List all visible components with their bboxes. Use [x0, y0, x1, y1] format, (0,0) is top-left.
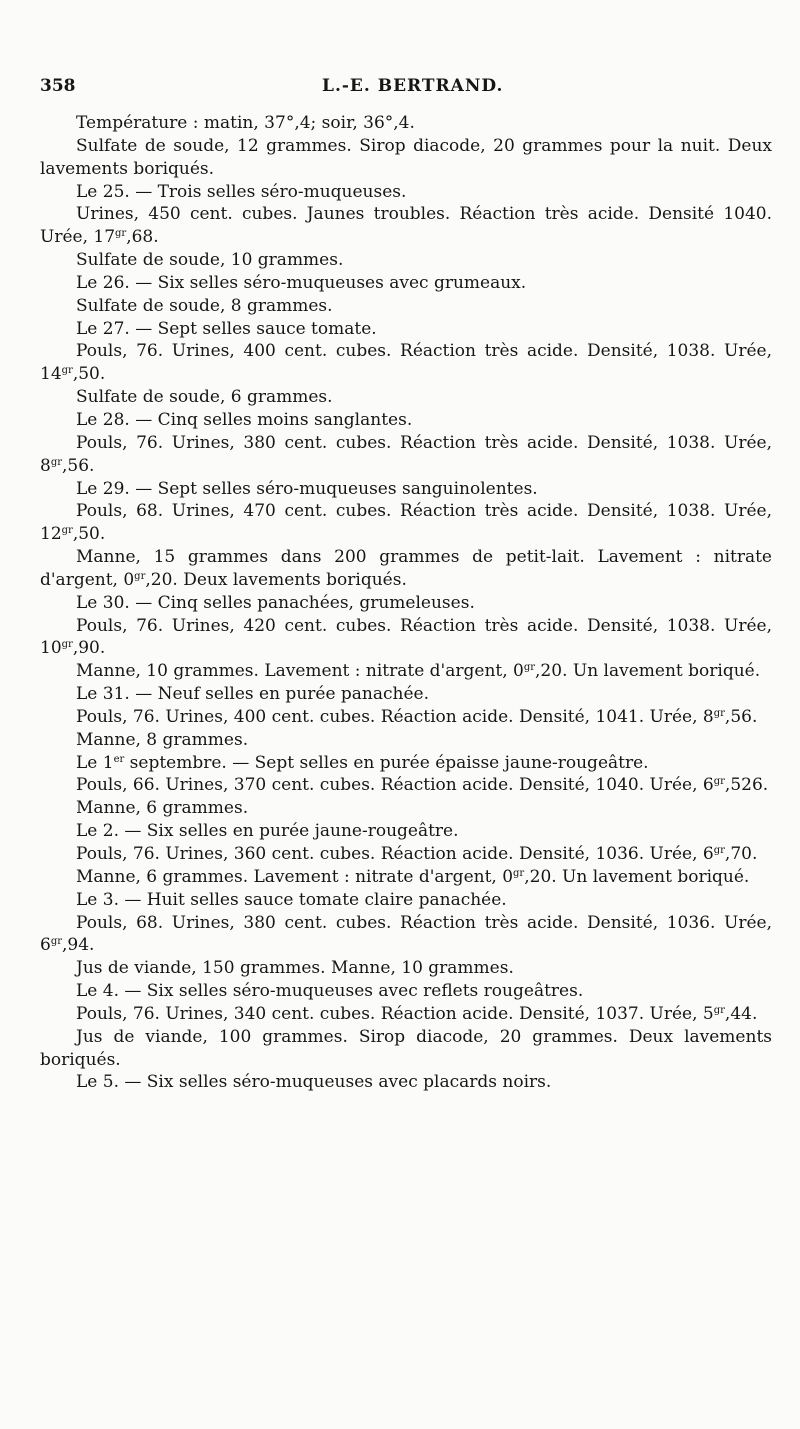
paragraph-text: Pouls, 76. Urines, 400 cent. cubes. Réaction acide. Densité, 1041. Urée, 8	[76, 706, 714, 727]
paragraph-text: Pouls, 68. Urines, 380 cent. cubes. Réaction très acide. Densité, 1036. Urée, 6	[40, 912, 772, 956]
paragraph	[40, 729, 772, 752]
paragraph-text: Le 1	[76, 752, 114, 773]
paragraph	[40, 409, 772, 432]
superscript-unit: er	[113, 753, 125, 765]
paragraph	[40, 592, 772, 615]
superscript-unit: gr	[61, 639, 73, 651]
superscript-unit: gr	[713, 707, 725, 719]
paragraph	[40, 866, 772, 889]
page-number: 358	[40, 76, 76, 96]
paragraph	[40, 432, 772, 478]
paragraph-text-continued: ,90.	[72, 638, 106, 659]
page-header	[40, 76, 776, 102]
paragraph	[40, 683, 772, 706]
paragraph-text: Le 3. — Huit selles sauce tomate claire panachée.	[76, 889, 507, 910]
paragraph-text: Pouls, 76. Urines, 340 cent. cubes. Réaction acide. Densité, 1037. Urée, 5	[76, 1003, 714, 1024]
paragraph-text-continued: ,20. Deux lavements boriqués.	[145, 569, 407, 590]
paragraph-text: Pouls, 66. Urines, 370 cent. cubes. Réaction acide. Densité, 1040. Urée, 6	[76, 775, 714, 796]
paragraph	[40, 386, 772, 409]
superscript-unit: gr	[523, 662, 536, 674]
paragraph	[40, 1071, 772, 1094]
paragraph	[40, 500, 772, 546]
paragraph	[40, 546, 772, 592]
paragraph	[40, 615, 772, 661]
superscript-unit: gr	[115, 228, 127, 240]
paragraph-text-continued: ,526.	[724, 775, 769, 796]
paragraph	[40, 774, 772, 797]
paragraph	[40, 752, 772, 775]
superscript-unit: gr	[50, 936, 63, 948]
paragraph-text-continued: ,68.	[126, 227, 159, 248]
paragraph-text: Pouls, 76. Urines, 380 cent. cubes. Réaction très acide. Densité, 1038. Urée, 8	[40, 432, 772, 476]
paragraph-text: Pouls, 76. Urines, 420 cent. cubes. Réaction très acide. Densité, 1038. Urée, 10	[40, 615, 772, 659]
paragraph-text: Le 27. — Sept selles sauce tomate.	[76, 318, 377, 339]
paragraph-text-continued: ,56.	[724, 706, 758, 727]
superscript-unit: gr	[713, 776, 725, 788]
paragraph	[40, 135, 772, 181]
superscript-unit: gr	[134, 570, 146, 582]
paragraph-text: Sulfate de soude, 10 grammes.	[76, 250, 344, 271]
paragraph	[40, 1026, 772, 1072]
paragraph-text: Manne, 15 grammes dans 200 grammes de petit-lait. Lavement : nitrate d'argent, 0	[40, 547, 772, 590]
paragraph-text-continued: ,94.	[62, 935, 95, 956]
body-text	[40, 112, 772, 1094]
paragraph	[40, 249, 772, 272]
paragraph-text: Sulfate de soude, 12 grammes. Sirop diacode, 20 grammes pour la nuit. Deux lavements boriqués.	[40, 135, 772, 179]
paragraph-text-continued: ,44.	[724, 1003, 758, 1024]
paragraph-text: Le 31. — Neuf selles en purée panachée.	[76, 684, 430, 705]
superscript-unit: gr	[61, 365, 73, 377]
paragraph-text: Jus de viande, 150 grammes. Manne, 10 grammes.	[76, 958, 514, 979]
paragraph-text: Le 2. — Six selles en purée jaune-rougeâtre.	[76, 821, 459, 842]
paragraph	[40, 889, 772, 912]
paragraph-text: Sulfate de soude, 6 grammes.	[76, 387, 333, 408]
superscript-unit: gr	[61, 525, 73, 537]
paragraph	[40, 843, 772, 866]
paragraph-text-continued: ,20. Un lavement boriqué.	[535, 661, 761, 682]
paragraph	[40, 1003, 772, 1026]
paragraph-text: Le 5. — Six selles séro-muqueuses avec placards noirs.	[76, 1072, 552, 1093]
paragraph	[40, 318, 772, 341]
superscript-unit: gr	[513, 867, 525, 879]
paragraph	[40, 706, 772, 729]
paragraph	[40, 912, 772, 958]
paragraph-text: Le 26. — Six selles séro-muqueuses avec grumeaux.	[76, 272, 527, 293]
paragraph-text: Manne, 8 grammes.	[76, 729, 249, 750]
paragraph-text: Le 30. — Cinq selles panachées, grumeleuses.	[76, 592, 475, 613]
paragraph-text-continued: septembre. — Sept selles en purée épaisse jaune-rougeâtre.	[124, 752, 649, 773]
paragraph-text: Manne, 10 grammes. Lavement : nitrate d'argent, 0	[76, 661, 524, 682]
paragraph-text: Le 25. — Trois selles séro-muqueuses.	[76, 181, 407, 202]
paragraph-text: Jus de viande, 100 grammes. Sirop diacode, 20 grammes. Deux lavements boriqués.	[40, 1026, 772, 1070]
paragraph-text-continued: ,70.	[724, 844, 758, 864]
paragraph	[40, 340, 772, 386]
paragraph-text-continued: ,56.	[62, 455, 95, 476]
paragraph	[40, 980, 772, 1003]
paragraph	[40, 295, 772, 318]
paragraph-text: Urines, 450 cent. cubes. Jaunes troubles. Réaction très acide. Densité 1040. Urée, 17	[40, 204, 772, 248]
paragraph-text: Manne, 6 grammes. Lavement : nitrate d'argent, 0	[76, 866, 514, 887]
paragraph-text-continued: ,20. Un lavement boriqué.	[524, 866, 750, 887]
paragraph	[40, 797, 772, 820]
paragraph	[40, 181, 772, 204]
paragraph-text: Pouls, 76. Urines, 400 cent. cubes. Réaction très acide. Densité, 1038. Urée, 14	[40, 341, 772, 385]
paragraph	[40, 112, 772, 135]
paragraph-text: Le 29. — Sept selles séro-muqueuses sanguinolentes.	[76, 478, 538, 499]
paragraph	[40, 203, 772, 249]
paragraph-text: Manne, 6 grammes.	[76, 798, 249, 819]
running-title: L.-E. BERTRAND.	[322, 76, 504, 96]
paragraph-text: Température : matin, 37°,4; soir, 36°,4.	[76, 113, 415, 133]
paragraph-text: Sulfate de soude, 8 grammes.	[76, 295, 333, 316]
superscript-unit: gr	[50, 456, 63, 468]
paragraph	[40, 478, 772, 501]
paragraph	[40, 660, 772, 683]
paragraph-text-continued: ,50.	[72, 364, 106, 385]
paragraph	[40, 272, 772, 295]
paragraph-text: Pouls, 68. Urines, 470 cent. cubes. Réaction très acide. Densité, 1038. Urée, 12	[40, 501, 772, 545]
paragraph-text: Le 4. — Six selles séro-muqueuses avec reflets rougeâtres.	[76, 981, 584, 1002]
paragraph-text: Pouls, 76. Urines, 360 cent. cubes. Réaction acide. Densité, 1036. Urée, 6	[76, 844, 714, 864]
paragraph-text-continued: ,50.	[72, 524, 106, 545]
superscript-unit: gr	[713, 1004, 725, 1016]
paragraph	[40, 957, 772, 980]
superscript-unit: gr	[713, 845, 725, 856]
paragraph-text: Le 28. — Cinq selles moins sanglantes.	[76, 409, 413, 430]
paragraph	[40, 820, 772, 843]
